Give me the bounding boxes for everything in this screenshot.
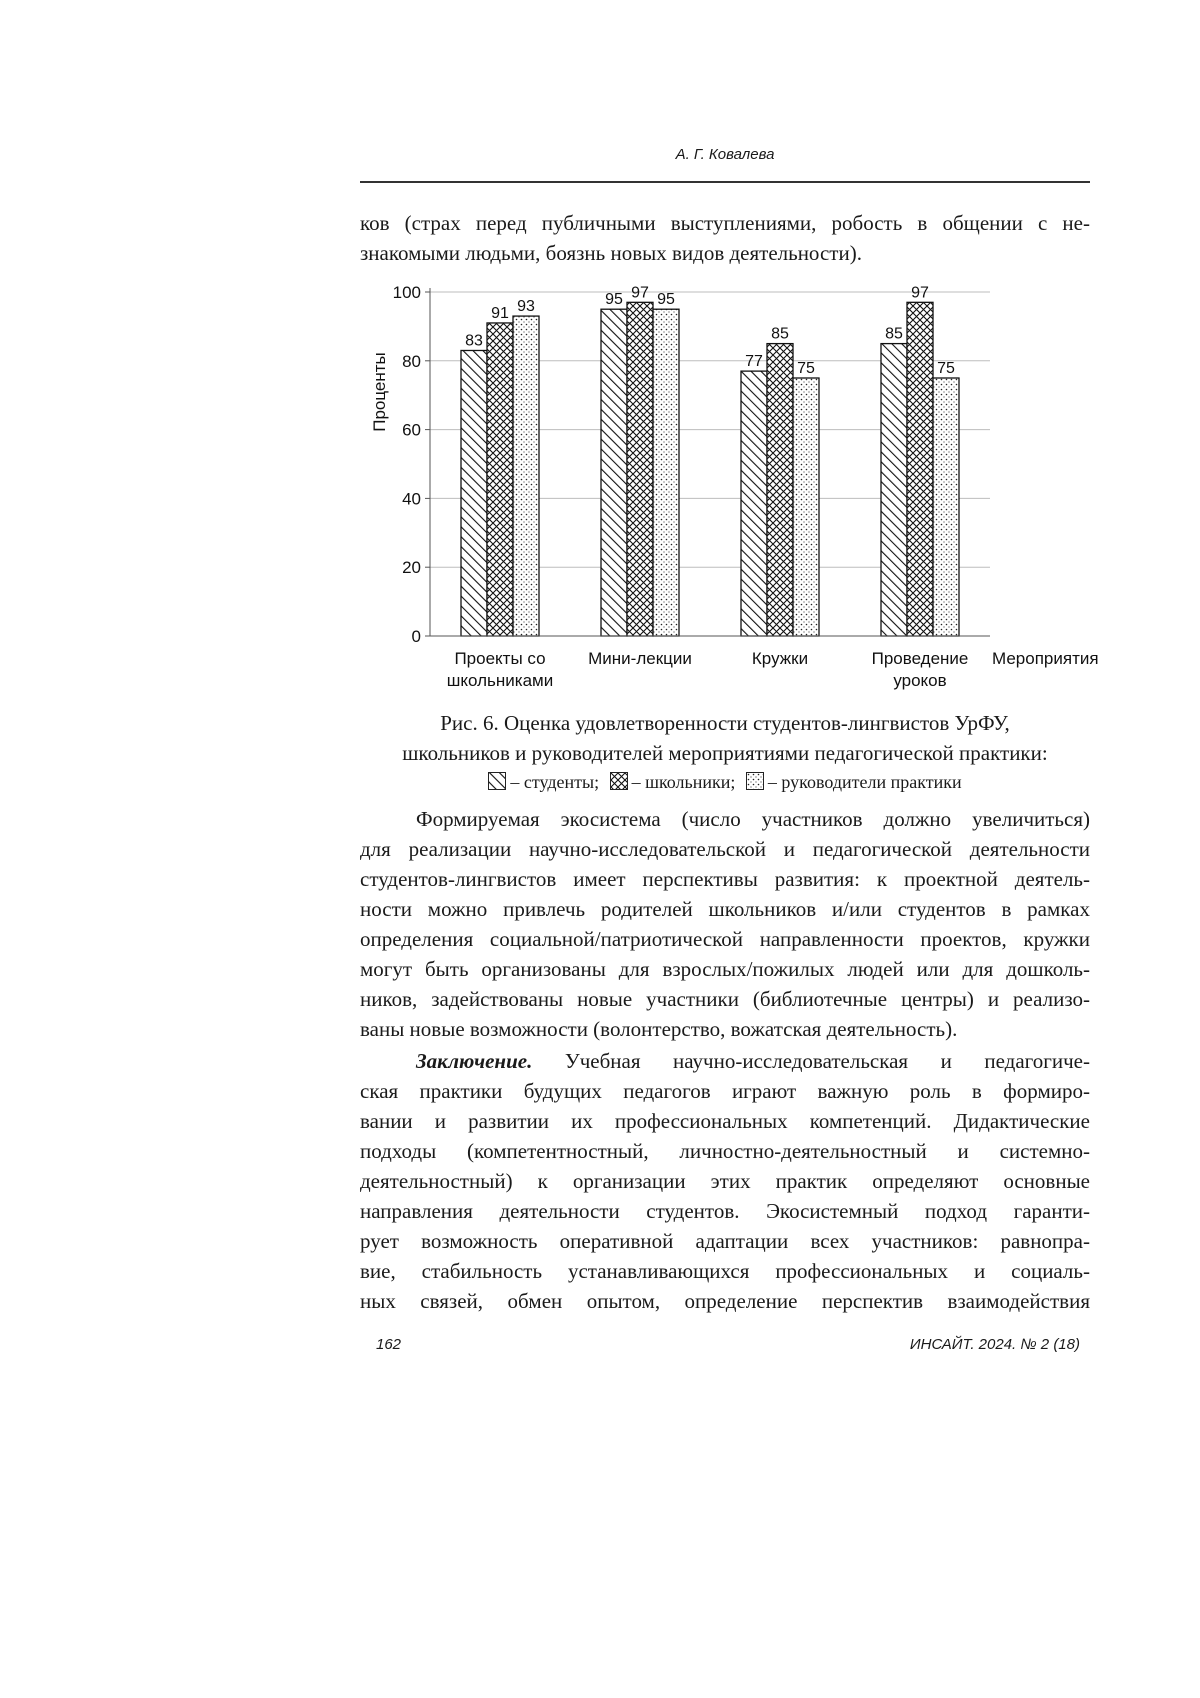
data-label: 85 [771, 325, 789, 343]
paragraph-conclusion [360, 1046, 1090, 1316]
header-rule [360, 181, 1090, 183]
bar [653, 309, 679, 636]
paragraph-line: подходы (компетентностный, личностно-деятельностный и системно- [360, 1139, 1090, 1163]
paragraph-line: ваны новые возможности (волонтерство, вожатская деятельность). [360, 1017, 958, 1041]
y-tick-label: 60 [402, 420, 421, 440]
data-label: 97 [911, 284, 929, 302]
bar [627, 302, 653, 636]
paragraph-line [360, 1046, 1090, 1076]
x-axis-label: Мероприятия [992, 649, 1099, 668]
bar [907, 302, 933, 636]
legend-label-supervisors: – руководители практики [767, 772, 962, 792]
page-number: 162 [376, 1336, 402, 1353]
paragraph-line: направления деятельности студентов. Экосистемный подход гаранти- [360, 1199, 1090, 1223]
paragraph-line: могут быть организованы для взрослых/пожилых людей или для дошколь- [360, 957, 1090, 981]
paragraph-line: деятельностный) к организации этих практик определяют основные [360, 1169, 1090, 1193]
legend-swatch-supervisors [746, 772, 764, 790]
bar [487, 323, 513, 636]
x-tick-label: Кружки [751, 649, 809, 668]
y-tick-label: 80 [402, 351, 421, 371]
caption-line: школьников и руководителей мероприятиями педагогической практики: [402, 741, 1048, 765]
running-head-author: А. Г. Ковалева [675, 146, 775, 163]
x-tick-label: школьниками [446, 671, 554, 690]
journal-issue: ИНСАЙТ. 2024. № 2 (18) [909, 1336, 1080, 1353]
data-label: 83 [465, 332, 483, 350]
legend-swatch-schoolchildren [610, 772, 628, 790]
y-axis-label: Проценты [370, 352, 389, 432]
paragraph-line: студентов-лингвистов имеет перспективы развития: к проектной деятель- [360, 867, 1090, 891]
x-tick-label: уроков [893, 671, 947, 690]
x-tick-label: Проведение [871, 649, 969, 668]
figure-legend [360, 768, 1090, 796]
data-label: 85 [885, 325, 903, 343]
legend-swatch-students [488, 772, 506, 790]
caption-line: Рис. 6. Оценка удовлетворенности студентов-лингвистов УрФУ, [440, 711, 1010, 735]
bar [793, 378, 819, 636]
y-tick-label: 40 [402, 489, 421, 509]
paragraph-line: Формируемая экосистема (число участников должно увеличиться) [416, 807, 1090, 831]
conclusion-first-line: Учебная научно-исследовательская и педагогиче- [564, 1049, 1090, 1073]
data-label: 75 [937, 360, 955, 377]
bar [601, 309, 627, 636]
paragraph-line: определения социальной/патриотической направленности проектов, кружки [360, 927, 1090, 951]
data-label: 91 [491, 304, 509, 322]
intro-line: знакомыми людьми, боязнь новых видов деятельности). [360, 241, 862, 265]
paragraph-line: ности можно привлечь родителей школьников и/или студентов в рамках [360, 897, 1090, 921]
paragraph-line: ская практики будущих педагогов играют важную роль в формиро- [360, 1079, 1090, 1103]
satisfaction-bar-chart [360, 278, 1100, 704]
paragraph-line: для реализации научно-исследовательской и педагогической деятельности [360, 837, 1090, 861]
bar [881, 344, 907, 636]
paragraph-line: вании и развитии их профессиональных компетенций. Дидактические [360, 1109, 1090, 1133]
bar [513, 316, 539, 636]
data-label: 97 [631, 284, 649, 302]
y-tick-label: 100 [392, 283, 421, 302]
paragraph-line: ников, задействованы новые участники (библиотечные центры) и реализо- [360, 987, 1090, 1011]
x-tick-label: Мини-лекции [588, 649, 692, 668]
paragraph-ecosystem [360, 804, 1090, 1044]
data-label: 77 [745, 353, 763, 371]
paragraph-line: рует возможность оперативной адаптации всех участников: равнопра- [360, 1229, 1090, 1253]
data-label: 95 [605, 291, 623, 309]
legend-label-schoolchildren: – школьники; [631, 772, 736, 792]
intro-line: ков (страх перед публичными выступлениями, робость в общении с не- [360, 211, 1090, 235]
bar [933, 378, 959, 636]
bar [461, 350, 487, 636]
x-tick-label: Проекты со [454, 649, 546, 668]
y-tick-label: 0 [411, 627, 421, 646]
chart-bars [461, 302, 959, 636]
paragraph-line: вие, стабильность устанавливающихся профессиональных и социаль- [360, 1259, 1090, 1283]
bar [767, 344, 793, 636]
intro-text [360, 208, 1090, 268]
data-label: 75 [797, 360, 815, 377]
y-tick-label: 20 [402, 558, 421, 578]
data-label: 95 [657, 291, 675, 309]
bar [741, 371, 767, 636]
figure-caption [360, 708, 1090, 768]
data-label: 93 [517, 298, 535, 316]
legend-label-students: – студенты; [510, 772, 600, 792]
paragraph-line: ных связей, обмен опытом, определение перспектив взаимодействия [360, 1289, 1090, 1313]
conclusion-heading: Заключение. [416, 1049, 533, 1073]
